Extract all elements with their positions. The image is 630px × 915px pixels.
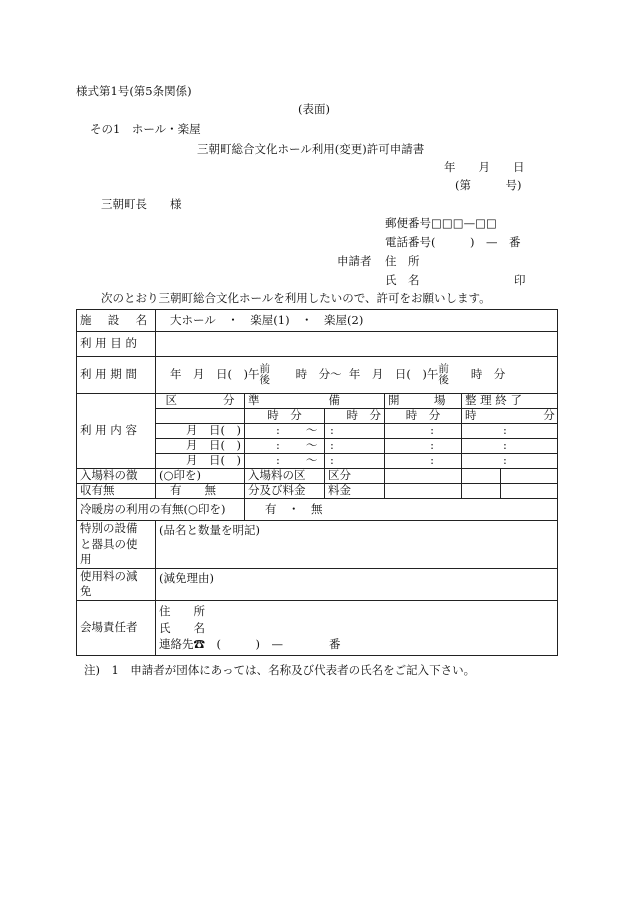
period-label: 利 用 期 間 bbox=[77, 357, 156, 394]
colon: : bbox=[503, 453, 507, 468]
manager-contact[interactable]: 連絡先☎ ( ) — 番 bbox=[159, 636, 341, 651]
prep-to-head: 時 分 bbox=[325, 409, 385, 424]
period-date-to: 年 月 日( )午 bbox=[348, 367, 439, 381]
fee-label-2: 収有無 bbox=[77, 484, 156, 499]
facility-row bbox=[77, 310, 558, 332]
addressee: 三朝町長 様 bbox=[101, 197, 182, 211]
colon: : bbox=[276, 453, 280, 468]
colon: : bbox=[503, 438, 507, 453]
end-time[interactable] bbox=[462, 424, 558, 439]
form-side: (表面) bbox=[298, 102, 330, 116]
seal-mark: 印 bbox=[514, 273, 526, 287]
manager-value[interactable] bbox=[156, 600, 558, 655]
period-row bbox=[77, 357, 558, 394]
applicant-address: 住 所 bbox=[385, 254, 420, 268]
period-value[interactable] bbox=[156, 357, 558, 394]
equipment-label-3: 用 bbox=[80, 552, 92, 567]
facility-value[interactable]: 大ホール ・ 楽屋(1) ・ 楽屋(2) bbox=[156, 310, 558, 332]
prep-from[interactable] bbox=[245, 424, 325, 439]
reduction-value[interactable]: (減免理由) bbox=[156, 568, 558, 600]
pm-label: 後 bbox=[259, 374, 270, 386]
equipment-label bbox=[77, 521, 156, 569]
tilde: 〜 bbox=[305, 423, 318, 438]
manager-name[interactable]: 氏 名 bbox=[159, 620, 205, 635]
end-head-label: 時 分 bbox=[465, 408, 583, 423]
colon: : bbox=[430, 423, 434, 438]
fee-cat-cell-3[interactable] bbox=[501, 469, 558, 484]
period-date-from: 年 月 日( )午 bbox=[170, 367, 260, 381]
form-section: その1 ホール・楽屋 bbox=[90, 122, 201, 136]
manager-address[interactable]: 住 所 bbox=[159, 604, 205, 619]
colon: : bbox=[430, 453, 434, 468]
equipment-row bbox=[77, 521, 558, 569]
manager-label: 会場責任者 bbox=[77, 600, 156, 655]
period-time-from: 時 分〜 bbox=[295, 367, 342, 381]
prep-to[interactable] bbox=[325, 424, 385, 439]
content-header-row bbox=[77, 394, 558, 409]
row-date[interactable]: 月 日( ) bbox=[156, 454, 245, 469]
col-open: 開 場 bbox=[385, 394, 462, 409]
fee-cat-label: 区分 bbox=[325, 469, 385, 484]
reduction-label-1: 使用料の減 bbox=[80, 568, 138, 583]
content-label: 利 用 内 容 bbox=[77, 394, 156, 469]
postal-code-field: 郵便番号□□□—□□ bbox=[385, 216, 497, 230]
am-label: 前 bbox=[438, 362, 449, 375]
manager-row bbox=[77, 600, 558, 655]
fee-price-cell-3[interactable] bbox=[501, 484, 558, 499]
fee-price-label: 料金 bbox=[325, 484, 385, 499]
ac-label: 冷暖房の利用の有無(○印を) bbox=[77, 499, 245, 521]
colon: : bbox=[276, 438, 280, 453]
col-end: 整 理 終 了 bbox=[462, 394, 558, 409]
application-table bbox=[76, 309, 583, 656]
fee-yesno[interactable]: 有 無 bbox=[156, 484, 245, 499]
tilde: 〜 bbox=[305, 453, 318, 468]
number-field: (第 号) bbox=[455, 178, 522, 192]
col-prep: 準 備 bbox=[245, 394, 385, 409]
form-number: 様式第1号(第5条関係) bbox=[76, 84, 192, 98]
pm-label: 後 bbox=[438, 374, 449, 386]
fee-cat-cell-1[interactable] bbox=[385, 469, 462, 484]
phone-field: 電話番号( ) — 番 bbox=[385, 235, 521, 249]
purpose-row bbox=[77, 332, 558, 357]
fee-row-1 bbox=[77, 469, 558, 484]
colon: : bbox=[330, 453, 334, 468]
fee-label-1: 入場料の徴 bbox=[77, 469, 156, 484]
purpose-value[interactable] bbox=[156, 332, 558, 357]
fee-kubun-2: 分及び料金 bbox=[245, 484, 325, 499]
ampm-from bbox=[259, 364, 270, 386]
ac-row bbox=[77, 499, 558, 521]
prep-from[interactable] bbox=[245, 454, 325, 469]
applicant-label: 申請者 bbox=[337, 254, 372, 268]
col-day: 区 分 bbox=[156, 394, 245, 409]
content-blank bbox=[156, 409, 245, 424]
fee-circle: (○印を) bbox=[156, 469, 245, 484]
colon: : bbox=[330, 438, 334, 453]
fee-price-cell-1[interactable] bbox=[385, 484, 462, 499]
fee-kubun-1: 入場料の区 bbox=[245, 469, 325, 484]
prep-to[interactable] bbox=[325, 454, 385, 469]
reduction-row bbox=[77, 568, 558, 600]
equipment-label-2: と器具の使 bbox=[80, 536, 138, 551]
ampm-to bbox=[438, 364, 449, 386]
prep-from[interactable] bbox=[245, 439, 325, 454]
facility-label: 施 設 名 bbox=[77, 310, 156, 332]
open-time[interactable] bbox=[385, 439, 462, 454]
open-time[interactable] bbox=[385, 424, 462, 439]
colon: : bbox=[276, 423, 280, 438]
reduction-label bbox=[77, 568, 156, 600]
row-date[interactable]: 月 日( ) bbox=[156, 424, 245, 439]
prep-to[interactable] bbox=[325, 439, 385, 454]
ac-value[interactable] bbox=[245, 499, 558, 521]
equipment-value[interactable]: (品名と数量を明記) bbox=[156, 521, 558, 569]
intro-text: 次のとおり三朝町総合文化ホールを利用したいので、許可をお願いします。 bbox=[101, 291, 491, 305]
fee-cat-cell-2[interactable] bbox=[462, 469, 501, 484]
open-time[interactable] bbox=[385, 454, 462, 469]
equipment-label-1: 特別の設備 bbox=[80, 521, 138, 535]
purpose-label: 利 用 目 的 bbox=[77, 332, 156, 357]
fee-row-2 bbox=[77, 484, 558, 499]
applicant-name: 氏 名 bbox=[385, 273, 420, 287]
colon: : bbox=[330, 423, 334, 438]
end-time[interactable] bbox=[462, 439, 558, 454]
date-field: 年 月 日 bbox=[444, 160, 525, 174]
reduction-label-2: 免 bbox=[80, 584, 92, 599]
period-time-to: 時 分 bbox=[470, 367, 506, 381]
tilde: 〜 bbox=[305, 438, 318, 453]
am-label: 前 bbox=[259, 362, 270, 375]
fee-price-cell-2[interactable] bbox=[462, 484, 501, 499]
footnote: 注) 1 申請者が団体にあっては、名称及び代表者の氏名をご記入下さい。 bbox=[84, 663, 476, 677]
prep-from-head: 時 分 bbox=[245, 409, 325, 424]
row-date[interactable]: 月 日( ) bbox=[156, 439, 245, 454]
ac-options[interactable]: 有 ・ 無 bbox=[265, 501, 323, 516]
end-time[interactable] bbox=[462, 454, 558, 469]
colon: : bbox=[503, 423, 507, 438]
open-head: 時 分 bbox=[385, 409, 462, 424]
colon: : bbox=[430, 438, 434, 453]
form-title: 三朝町総合文化ホール利用(変更)許可申請書 bbox=[197, 142, 425, 156]
end-head bbox=[462, 408, 583, 424]
